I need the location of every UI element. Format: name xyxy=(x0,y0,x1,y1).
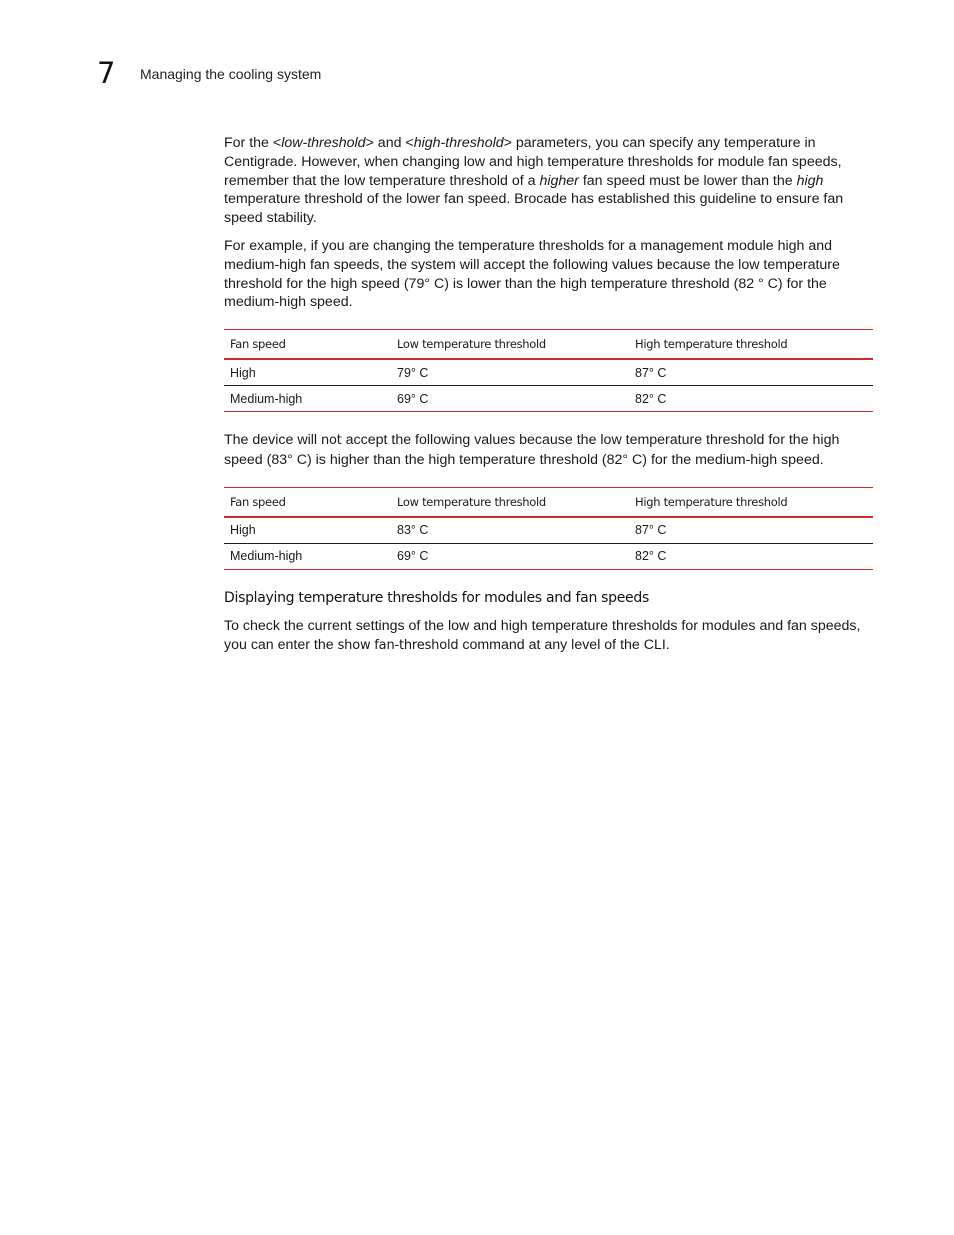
table-header-row xyxy=(224,330,873,360)
paragraph-threshold-parameters xyxy=(224,134,873,228)
cell-fan-speed: High xyxy=(224,517,391,544)
emphasis-not: not xyxy=(321,433,342,449)
table-row xyxy=(224,543,873,569)
paragraph-accepted-example: For example, if you are changing the temperature thresholds for a management module high and medium-high fan speeds, the system will accept the following values because the low temperature threshold for the high speed (79° C) is lower than the high temperature threshold (82 ° C) for the medium-high speed. xyxy=(224,237,840,311)
param-low-threshold: low-threshold xyxy=(281,135,366,151)
header-high-threshold: High temperature threshold xyxy=(629,330,873,360)
text: > parameters, you can specify any temperature in Centigrade. However, when changing low and high temperature thresholds for module fan speeds, remember that the low temperature threshold of a xyxy=(224,135,842,189)
text: command at any level of the CLI. xyxy=(458,636,670,653)
chapter-number: 7 xyxy=(97,56,116,90)
accepted-values-table xyxy=(224,329,873,412)
param-high-threshold: high-threshold xyxy=(413,135,504,151)
cell-fan-speed: Medium-high xyxy=(224,386,391,412)
text: fan speed must be lower than the xyxy=(578,172,797,189)
text: For the < xyxy=(224,135,282,151)
text: accept the following values because the low temperature threshold for the high speed (83° C) is higher than the high temperature threshold (82° C) for the medium-high speed. xyxy=(224,432,840,468)
cell-low-threshold: 83° C xyxy=(391,517,629,544)
text: To check the current settings of the low and high temperature thresholds for modules and fan speeds, you can enter the xyxy=(224,617,861,653)
rejected-values-table xyxy=(224,487,873,570)
emphasis-higher: higher xyxy=(539,172,579,189)
cell-low-threshold: 69° C xyxy=(391,543,629,569)
text: The device will xyxy=(224,432,321,449)
table-row xyxy=(224,517,873,544)
cell-high-threshold: 82° C xyxy=(629,543,873,569)
emphasis-high: high xyxy=(796,172,824,189)
cell-low-threshold: 79° C xyxy=(391,359,629,386)
text: temperature threshold of the lower fan speed. Brocade has established this guideline to ensure fan speed stability. xyxy=(224,191,844,227)
chapter-header xyxy=(97,56,321,90)
cell-high-threshold: 87° C xyxy=(629,517,873,544)
paragraph-show-command xyxy=(224,617,873,656)
paragraph-rejected-example xyxy=(224,431,873,470)
header-low-threshold: Low temperature threshold xyxy=(391,487,629,517)
cell-high-threshold: 82° C xyxy=(629,386,873,412)
header-fan-speed: Fan speed xyxy=(224,487,391,517)
text: > and < xyxy=(365,135,414,151)
page-content xyxy=(224,134,873,664)
header-low-threshold: Low temperature threshold xyxy=(391,330,629,360)
cell-high-threshold: 87° C xyxy=(629,359,873,386)
command-show-fan-threshold: show fan-threshold xyxy=(337,637,459,653)
header-high-threshold: High temperature threshold xyxy=(629,487,873,517)
table-header-row xyxy=(224,487,873,517)
chapter-title: Managing the cooling system xyxy=(140,66,322,82)
table-row xyxy=(224,386,873,412)
cell-fan-speed: High xyxy=(224,359,391,386)
cell-fan-speed: Medium-high xyxy=(224,543,391,569)
header-fan-speed: Fan speed xyxy=(224,330,391,360)
table-row xyxy=(224,359,873,386)
cell-low-threshold: 69° C xyxy=(391,386,629,412)
section-heading: Displaying temperature thresholds for modules and fan speeds xyxy=(224,589,649,606)
